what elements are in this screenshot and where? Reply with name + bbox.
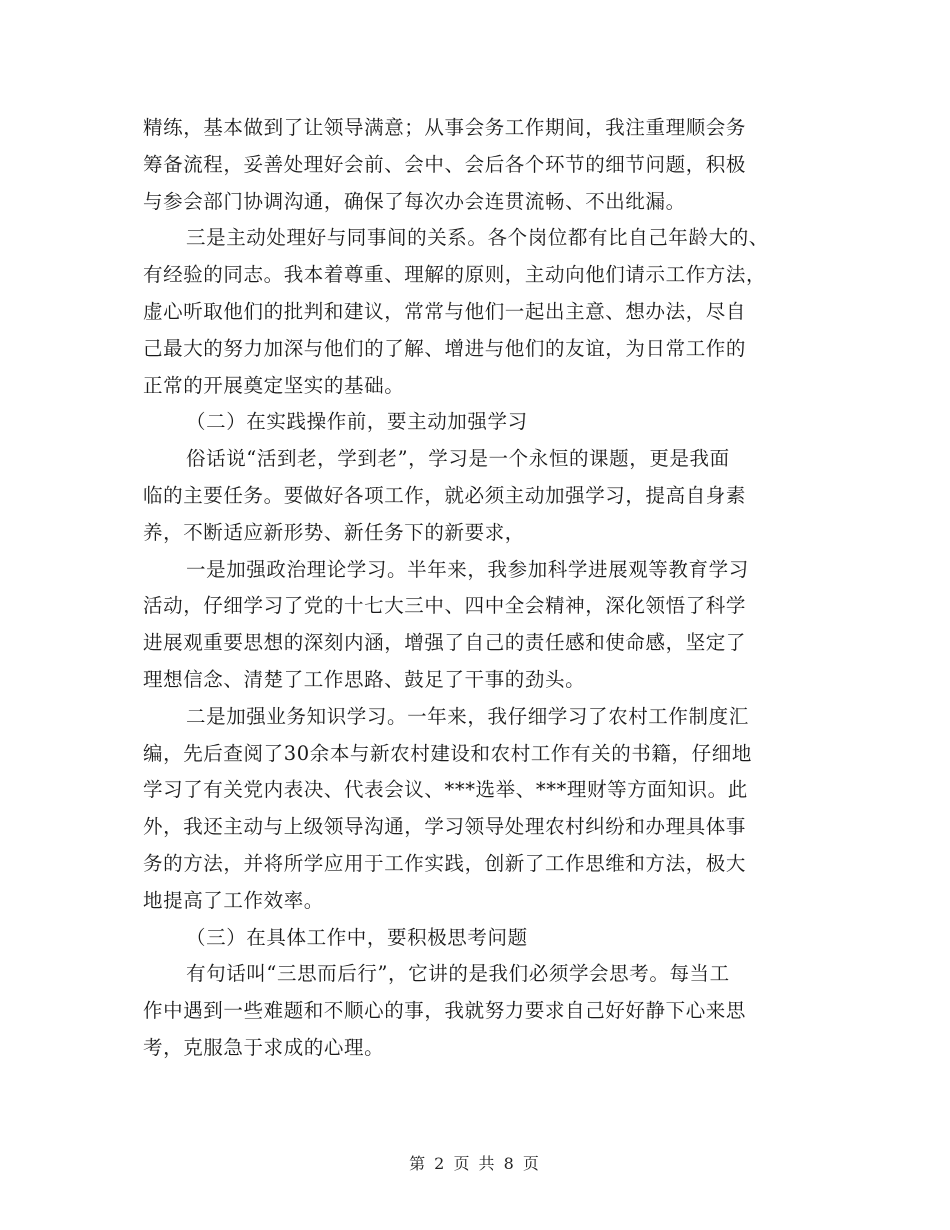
text-line: 学习了有关党内表决、代表会议、***选举、***理财等方面知识。此 (143, 778, 748, 802)
text-line: 理想信念、清楚了工作思路、鼓足了干事的劲头。 (143, 667, 586, 691)
text-line: 己最大的努力加深与他们的了解、增进与他们的友谊，为日常工作的 (143, 336, 747, 360)
section-heading: （二）在实践操作前，要主动加强学习 (186, 410, 528, 434)
section-heading: （三）在具体工作中，要积极思考问题 (186, 925, 528, 949)
paragraph-start: 三是主动处理好与同事间的关系。各个岗位都有比自己年龄大的、 (186, 226, 769, 250)
text-line: 活动，仔细学习了党的十七大三中、四中全会精神，深化领悟了科学 (143, 594, 747, 618)
text-line: 考，克服急于求成的心理。 (143, 1035, 385, 1059)
body-text (143, 110, 813, 1067)
text-line: 虚心听取他们的批判和建议，常常与他们一起出主意、想办法，尽自 (143, 299, 747, 323)
page-number-footer: 第 2 页 共 8 页 (409, 1154, 541, 1173)
paragraph-start: 俗话说“活到老，学到老”，学习是一个永恒的课题，更是我面 (186, 447, 730, 471)
text-line: 筹备流程，妥善处理好会前、会中、会后各个环节的细节问题，积极 (143, 152, 747, 176)
text-line: 正常的开展奠定坚实的基础。 (143, 373, 405, 397)
text-line: 精练，基本做到了让领导满意；从事会务工作期间，我注重理顺会务 (143, 116, 747, 139)
text-line: 编，先后查阅了30余本与新农村建设和农村工作有关的书籍，仔细地 (143, 741, 752, 765)
text-line: 与参会部门协调沟通，确保了每次办会连贯流畅、不出纰漏。 (143, 189, 686, 213)
text-line: 外，我还主动与上级领导沟通，学习领导处理农村纠纷和办理具体事 (143, 815, 747, 839)
text-line: 作中遇到一些难题和不顺心的事，我就努力要求自己好好静下心来思 (143, 999, 747, 1023)
text-line: 地提高了工作效率。 (143, 888, 324, 912)
paragraph-start: 有句话叫“三思而后行”，它讲的是我们必须学会思考。每当工 (186, 962, 730, 986)
text-line: 养，不断适应新形势、新任务下的新要求， (143, 520, 525, 544)
text-line: 临的主要任务。要做好各项工作，就必须主动加强学习，提高自身素 (143, 483, 747, 507)
text-line: 有经验的同志。我本着尊重、理解的原则，主动向他们请示工作方法， (143, 263, 767, 287)
text-line: 务的方法，并将所学应用于工作实践，创新了工作思维和方法，极大 (143, 851, 747, 875)
paragraph-start: 二是加强业务知识学习。一年来，我仔细学习了农村工作制度汇 (186, 704, 749, 728)
paragraph-start: 一是加强政治理论学习。半年来，我参加科学进展观等教育学习 (186, 557, 749, 581)
text-line: 进展观重要思想的深刻内涵，增强了自己的责任感和使命感，坚定了 (143, 631, 747, 655)
